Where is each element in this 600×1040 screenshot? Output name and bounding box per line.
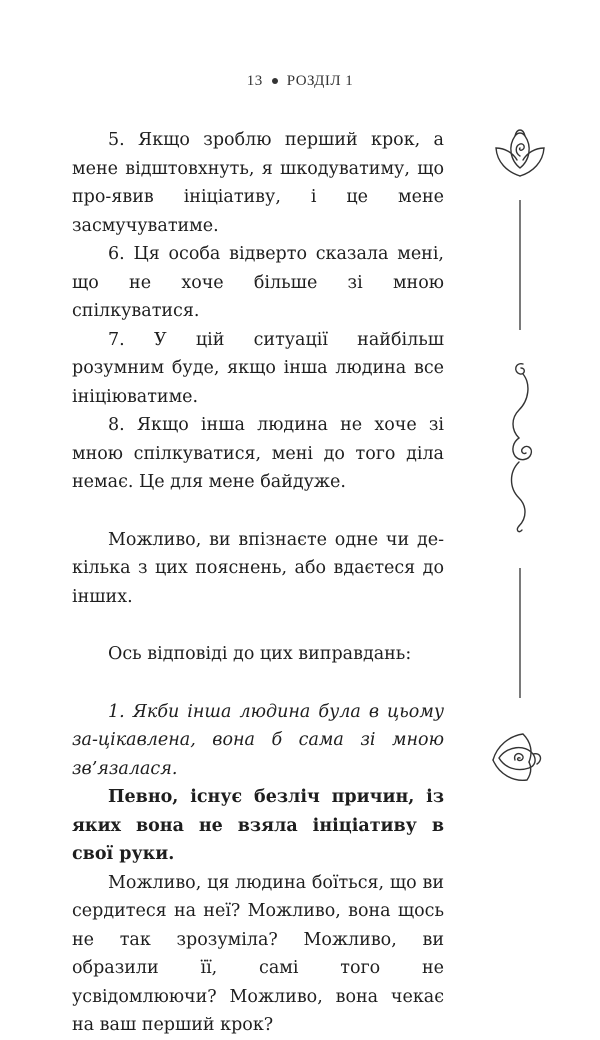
- rose-bud-icon: [485, 720, 555, 790]
- answer-1-bold: Певно, існує безліч причин, із яких вона не взяла ініціативу в свої руки.: [72, 787, 444, 864]
- list-item-5: 5. Якщо зроблю перший крок, а мене відштовхнуть, я шкодуватиму, що про-явив ініціативу, і це мене засмучуватиме.: [72, 130, 444, 236]
- rose-bud-icon: [485, 120, 555, 180]
- page-number: 13: [246, 73, 263, 89]
- list-item-7: 7. У цій ситуації найбільш розумним буде, якщо інша людина все ініціюватиме.: [72, 329, 444, 407]
- paragraph-maybe: Можливо, ви впізнаєте одне чи де-кілька з цих пояснень, або вдаєтеся до інших.: [72, 529, 444, 607]
- excuse-1: 1. Якби інша людина була в цьому за-цікавлена, вона б сама зі мною зв’язалася.: [72, 701, 444, 779]
- answer-1-text: Можливо, ця людина боїться, що ви сердитеся на неї? Можливо, вона щось не так зрозуміла? Можливо, ви образили її, самі того не усвідомлюючи? Можливо, вона чекає на ваш перший крок?: [72, 872, 444, 1035]
- running-head: [0, 73, 600, 90]
- margin-ornaments: [485, 120, 555, 800]
- divider-line: [485, 200, 555, 330]
- swirl-vine-icon: [485, 358, 555, 533]
- bullet-dot-icon: [272, 78, 278, 84]
- section-title: РОЗДІЛ 1: [286, 73, 354, 89]
- main-text: [72, 126, 444, 1040]
- divider-line: [485, 568, 555, 698]
- answers-intro: Ось відповіді до цих виправдань:: [108, 644, 412, 664]
- list-item-8: 8. Якщо інша людина не хоче зі мною спілкуватися, мені до того діла немає. Це для мене байдуже.: [72, 415, 444, 492]
- list-item-6: 6. Ця особа відверто сказала мені, що не хоче більше зі мною спілкуватися.: [72, 244, 444, 321]
